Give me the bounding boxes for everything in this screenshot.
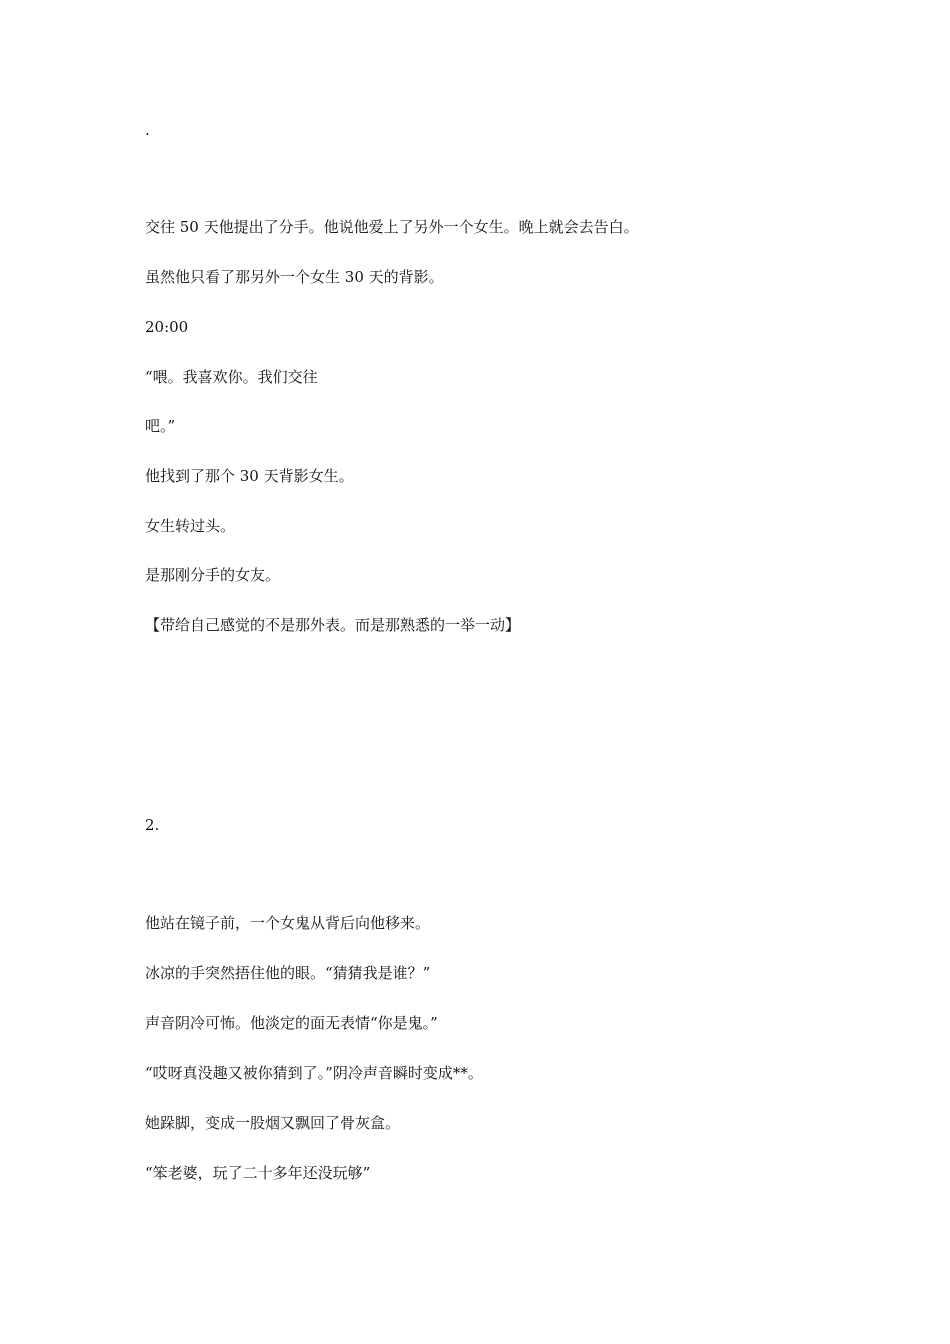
paragraph: 她跺脚，变成一股烟又飘回了骨灰盒。 bbox=[145, 1114, 401, 1132]
paragraph: “哎呀真没趣又被你猜到了。”阴冷声音瞬时变成**。 bbox=[145, 1064, 483, 1082]
paragraph: 20:00 bbox=[145, 318, 189, 336]
paragraph: 交往 50 天他提出了分手。他说他爱上了另外一个女生。晚上就会去告白。 bbox=[145, 218, 639, 236]
paragraph: 女生转过头。 bbox=[145, 517, 236, 535]
paragraph: 虽然他只看了那另外一个女生 30 天的背影。 bbox=[145, 268, 444, 286]
paragraph: 【带给自己感觉的不是那外表。而是那熟悉的一举一动】 bbox=[145, 616, 521, 634]
paragraph: “喂。我喜欢你。我们交往 bbox=[145, 368, 318, 386]
paragraph: 是那刚分手的女友。 bbox=[145, 566, 281, 584]
section-2-marker: 2. bbox=[145, 816, 160, 834]
paragraph: “笨老婆，玩了二十多年还没玩够” bbox=[145, 1164, 371, 1182]
paragraph: 他找到了那个 30 天背影女生。 bbox=[145, 467, 354, 485]
section-1-marker: . bbox=[145, 121, 150, 139]
paragraph: 他站在镜子前，一个女鬼从背后向他移来。 bbox=[145, 914, 431, 932]
paragraph: 声音阴冷可怖。他淡定的面无表情“你是鬼。” bbox=[145, 1014, 438, 1032]
paragraph: 冰凉的手突然捂住他的眼。“猜猜我是谁？” bbox=[145, 964, 431, 982]
paragraph: 吧。” bbox=[145, 417, 176, 435]
